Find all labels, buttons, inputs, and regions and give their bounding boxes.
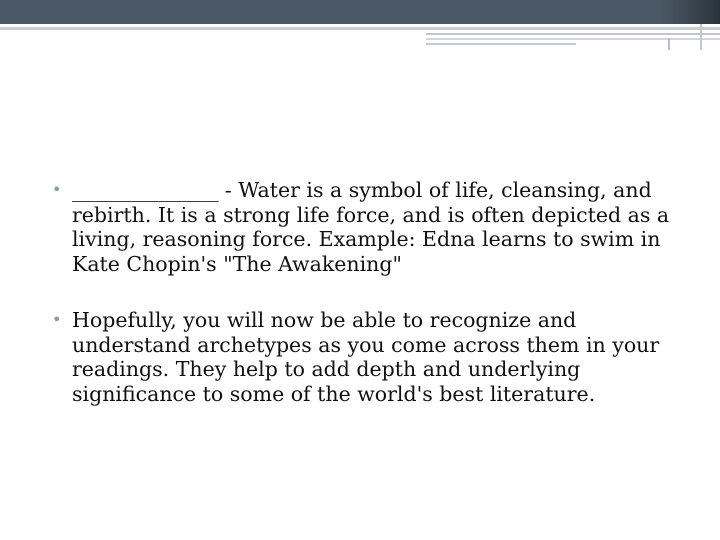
decor-rule — [426, 43, 576, 45]
bullet-conclusion — [52, 308, 672, 406]
fill-in-blank: _______________ — [72, 178, 219, 202]
decor-tick — [668, 38, 670, 50]
bullet-icon: • — [52, 310, 62, 329]
slide-body — [52, 178, 672, 438]
decor-rule — [0, 27, 720, 30]
bullet-icon: • — [52, 180, 62, 199]
bullet-text: Hopefully, you will now be able to recognize and understand archetypes as you come across them in your readings. They help to add depth and underlying significance to some of the world's best literature. — [72, 308, 660, 406]
band-shade — [660, 0, 720, 24]
decor-rule — [426, 33, 720, 35]
title-bar-band — [0, 0, 720, 24]
bullet-water — [52, 178, 672, 276]
bullet-text: - Water is a symbol of life, cleansing, and rebirth. It is a strong life force, and is often depicted as a living, reasoning force. Example: Edna learns to swim in Kate Chopin's "The Awakening" — [72, 178, 670, 276]
decor-rule — [426, 38, 720, 40]
decor-tick — [700, 24, 702, 50]
